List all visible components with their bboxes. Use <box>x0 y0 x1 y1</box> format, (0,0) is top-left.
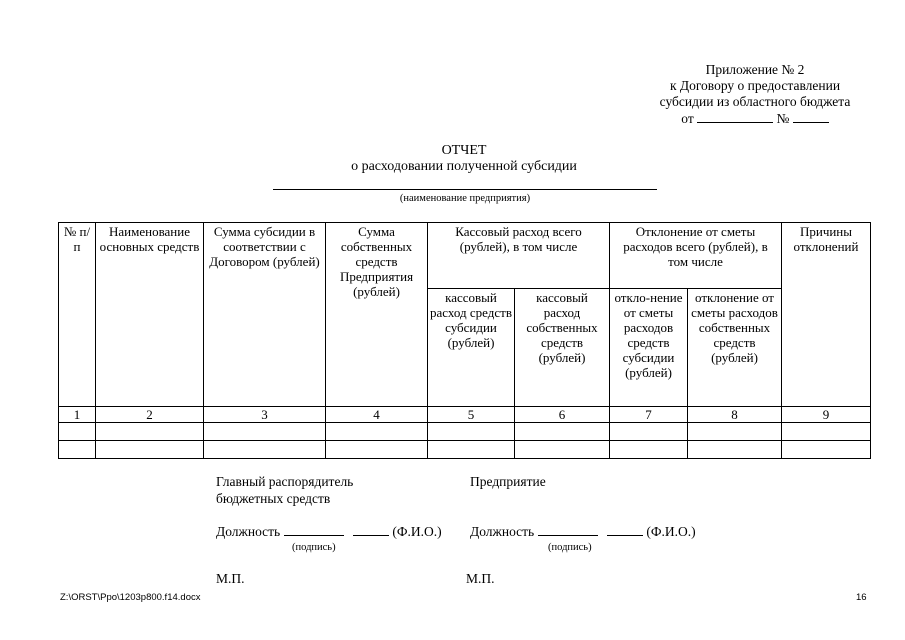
enterprise-name-caption: (наименование предприятия) <box>399 193 531 204</box>
header-row-top <box>59 223 871 289</box>
header-deviation-subsidy: откло-нение от сметы расходов средств субсидии (рублей) <box>610 289 688 407</box>
header-deviation-reasons: Причины отклонений <box>782 223 871 407</box>
signatory-right-signature-blank <box>538 523 598 536</box>
signatory-left-org-line2: бюджетных средств <box>216 491 331 506</box>
appendix-date-line <box>600 110 905 127</box>
signatory-left-org <box>216 473 353 507</box>
signatory-left-org-line1: Главный распорядитель <box>216 474 354 489</box>
header-cash-subsidy: кассовый расход средств субсидии (рублей) <box>428 289 515 407</box>
column-number: 9 <box>782 407 871 423</box>
header-cash-own: кассовый расход собственных средств (рублей) <box>515 289 610 407</box>
column-number: 3 <box>204 407 326 423</box>
signatory-right-line <box>470 523 696 540</box>
signatory-left-stamp: М.П. <box>216 571 245 586</box>
column-number: 5 <box>428 407 515 423</box>
report-title: ОТЧЕТ <box>441 143 487 158</box>
signatory-right-sign-caption: (подпись) <box>548 542 592 553</box>
report-table <box>58 222 871 459</box>
appendix-title: Приложение № 2 <box>705 62 805 77</box>
signatory-right-name-blank <box>607 523 643 536</box>
header-own-funds-sum: Сумма собственных средств Предприятия (рублей) <box>326 223 428 407</box>
report-subtitle: о расходовании полученной субсидии <box>351 159 577 174</box>
header-subsidy-sum: Сумма субсидии в соответствии с Договором (рублей) <box>204 223 326 407</box>
footer-file-path: Z:\ORST\Ppo\1203p800.f14.docx <box>60 592 201 603</box>
signatory-left-signature-blank <box>284 523 344 536</box>
header-asset-name: Наименование основных средств <box>96 223 204 407</box>
column-number: 4 <box>326 407 428 423</box>
signatory-right-position: Должность <box>470 524 535 539</box>
table-row <box>59 441 871 459</box>
column-number: 2 <box>96 407 204 423</box>
header-deviation-own: отклонение от сметы расходов собственных средств (рублей) <box>688 289 782 407</box>
appendix-contract-ref: к Договору о предоставлении <box>669 78 841 93</box>
signatory-left-name-blank <box>353 523 389 536</box>
report-heading <box>270 143 658 175</box>
date-blank <box>697 110 773 123</box>
column-number: 6 <box>515 407 610 423</box>
signatory-right-org <box>470 473 546 490</box>
signatory-right-fio: (Ф.И.О.) <box>646 524 696 539</box>
column-number: 1 <box>59 407 96 423</box>
appendix-header <box>600 62 905 127</box>
column-number-row <box>59 407 871 423</box>
number-blank <box>793 110 829 123</box>
signatory-right-org-line1: Предприятие <box>470 474 546 489</box>
signatory-left-sign-caption: (подпись) <box>292 542 336 553</box>
number-sign: № <box>776 111 790 126</box>
date-prefix: от <box>681 111 694 126</box>
signatory-left-position: Должность <box>216 524 281 539</box>
table-row <box>59 423 871 441</box>
column-number: 7 <box>610 407 688 423</box>
header-cash-expense-total: Кассовый расход всего (рублей), в том числе <box>428 223 610 289</box>
column-number: 8 <box>688 407 782 423</box>
header-deviation-total: Отклонение от сметы расходов всего (рублей), в том числе <box>610 223 782 289</box>
header-number: № п/п <box>59 223 96 407</box>
signatory-left-line <box>216 523 442 540</box>
enterprise-name-line <box>273 189 657 190</box>
appendix-subsidy-ref: субсидии из областного бюджета <box>659 94 851 109</box>
signatory-left-fio: (Ф.И.О.) <box>392 524 442 539</box>
footer-page-number: 16 <box>856 592 867 603</box>
signatory-right-stamp: М.П. <box>466 571 495 586</box>
